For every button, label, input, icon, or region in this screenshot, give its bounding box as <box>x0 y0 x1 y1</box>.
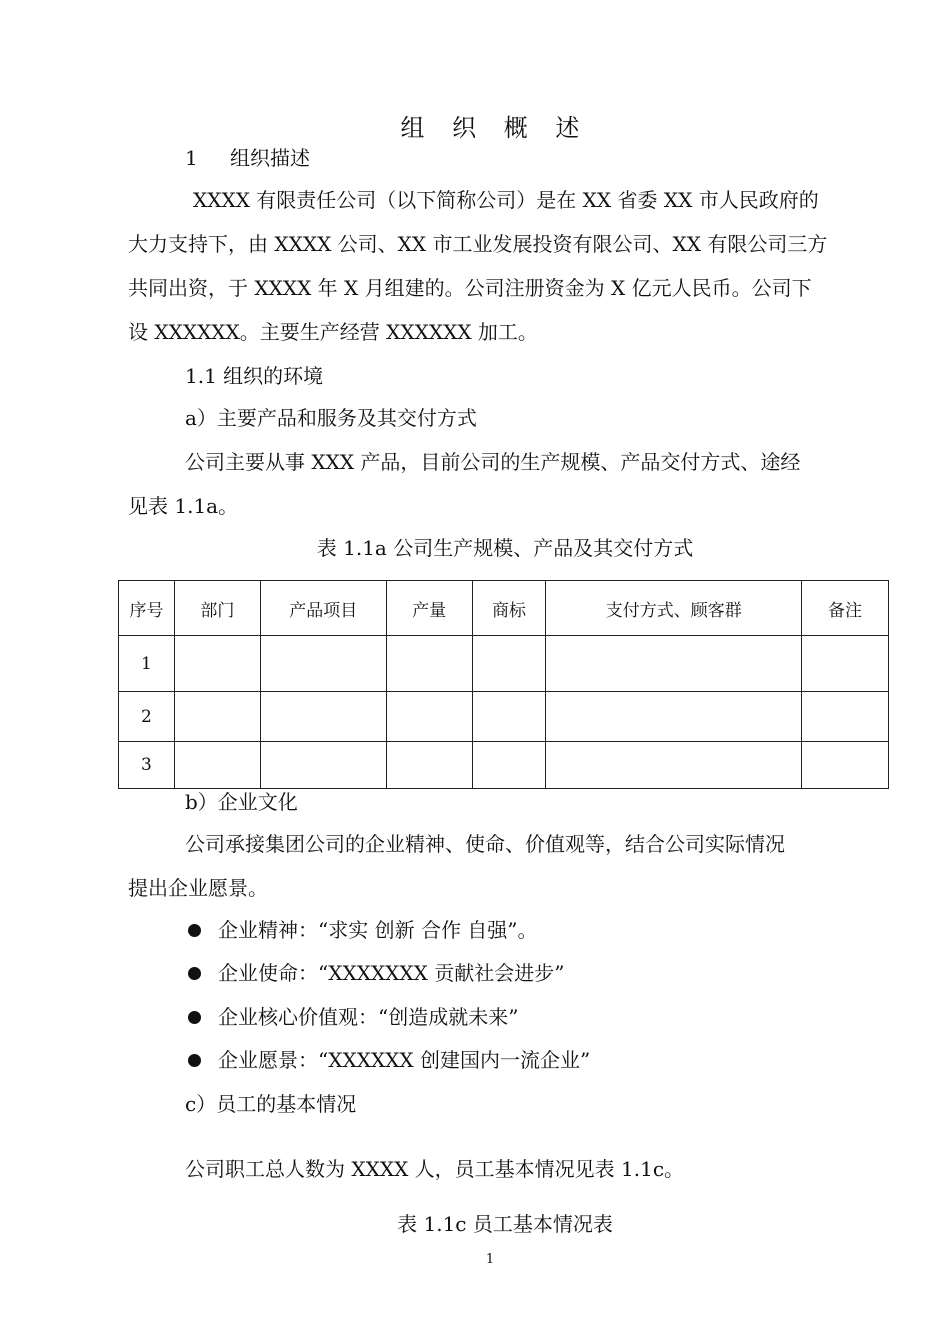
table-header-cell: 部门 <box>174 581 260 636</box>
paragraph-line: 见表 1.1a。 <box>128 494 239 518</box>
table-row <box>119 692 889 742</box>
table-cell <box>546 636 802 692</box>
table-caption: 表 1.1c 员工基本情况表 <box>397 1212 613 1236</box>
bullet-icon <box>188 1054 201 1067</box>
subheading-c: c）员工的基本情况 <box>185 1092 357 1116</box>
table-cell <box>386 636 472 692</box>
paragraph-line: XXXX 有限责任公司（以下简称公司）是在 XX 省委 XX 市人民政府的 <box>193 188 819 212</box>
table-cell <box>472 636 546 692</box>
table-cell <box>174 636 260 692</box>
paragraph-line: 公司承接集团公司的企业精神、使命、价值观等，结合公司实际情况 <box>185 832 785 856</box>
table-row <box>119 636 889 692</box>
table-cell <box>802 742 889 789</box>
page-title: 组 织 概 述 <box>400 114 590 142</box>
table-cell <box>546 742 802 789</box>
bullet-icon <box>188 967 201 980</box>
subheading-b: b）企业文化 <box>185 790 298 814</box>
table-cell <box>386 692 472 742</box>
section-heading: 组织描述 <box>230 146 310 170</box>
table-cell <box>472 742 546 789</box>
table-cell: 2 <box>119 692 175 742</box>
bullet-item: 企业愿景：“XXXXXX 创建国内一流企业” <box>218 1048 591 1072</box>
subsection-heading: 1.1 组织的环境 <box>185 364 324 388</box>
table-cell <box>260 742 386 789</box>
table-header-cell: 产量 <box>386 581 472 636</box>
table-cell <box>174 742 260 789</box>
production-table <box>118 580 889 789</box>
table-header-row <box>119 581 889 636</box>
paragraph-line: 设 XXXXXX。主要生产经营 XXXXXX 加工。 <box>128 320 538 344</box>
page-number: 1 <box>485 1252 495 1267</box>
table-header-cell: 支付方式、顾客群 <box>546 581 802 636</box>
table-cell <box>546 692 802 742</box>
table-header-cell: 序号 <box>119 581 175 636</box>
section-number: 1 <box>185 146 198 170</box>
table-cell <box>174 692 260 742</box>
paragraph-line: 公司主要从事 XXX 产品，目前公司的生产规模、产品交付方式、途经 <box>185 450 801 474</box>
table-header-cell: 商标 <box>472 581 546 636</box>
subheading-a: a）主要产品和服务及其交付方式 <box>185 406 477 430</box>
paragraph-line: 共同出资，于 XXXX 年 X 月组建的。公司注册资金为 X 亿元人民币。公司下 <box>128 276 812 300</box>
table-cell: 3 <box>119 742 175 789</box>
paragraph-line: 大力支持下，由 XXXX 公司、XX 市工业发展投资有限公司、XX 有限公司三方 <box>128 232 828 256</box>
table-cell <box>260 692 386 742</box>
paragraph-line: 提出企业愿景。 <box>128 876 268 900</box>
table-cell <box>260 636 386 692</box>
bullet-item: 企业核心价值观：“创造成就未来” <box>218 1005 519 1029</box>
bullet-item: 企业精神：“求实 创新 合作 自强”。 <box>218 918 538 942</box>
bullet-item: 企业使命：“XXXXXXX 贡献社会进步” <box>218 961 565 985</box>
table-caption: 表 1.1a 公司生产规模、产品及其交付方式 <box>316 536 694 560</box>
table-cell: 1 <box>119 636 175 692</box>
table-cell <box>386 742 472 789</box>
bullet-icon <box>188 924 201 937</box>
table-header-cell: 备注 <box>802 581 889 636</box>
table-cell <box>802 692 889 742</box>
paragraph-line: 公司职工总人数为 XXXX 人，员工基本情况见表 1.1c。 <box>185 1157 685 1181</box>
table-row <box>119 742 889 789</box>
table-header-cell: 产品项目 <box>260 581 386 636</box>
table-cell <box>472 692 546 742</box>
bullet-icon <box>188 1011 201 1024</box>
table-cell <box>802 636 889 692</box>
